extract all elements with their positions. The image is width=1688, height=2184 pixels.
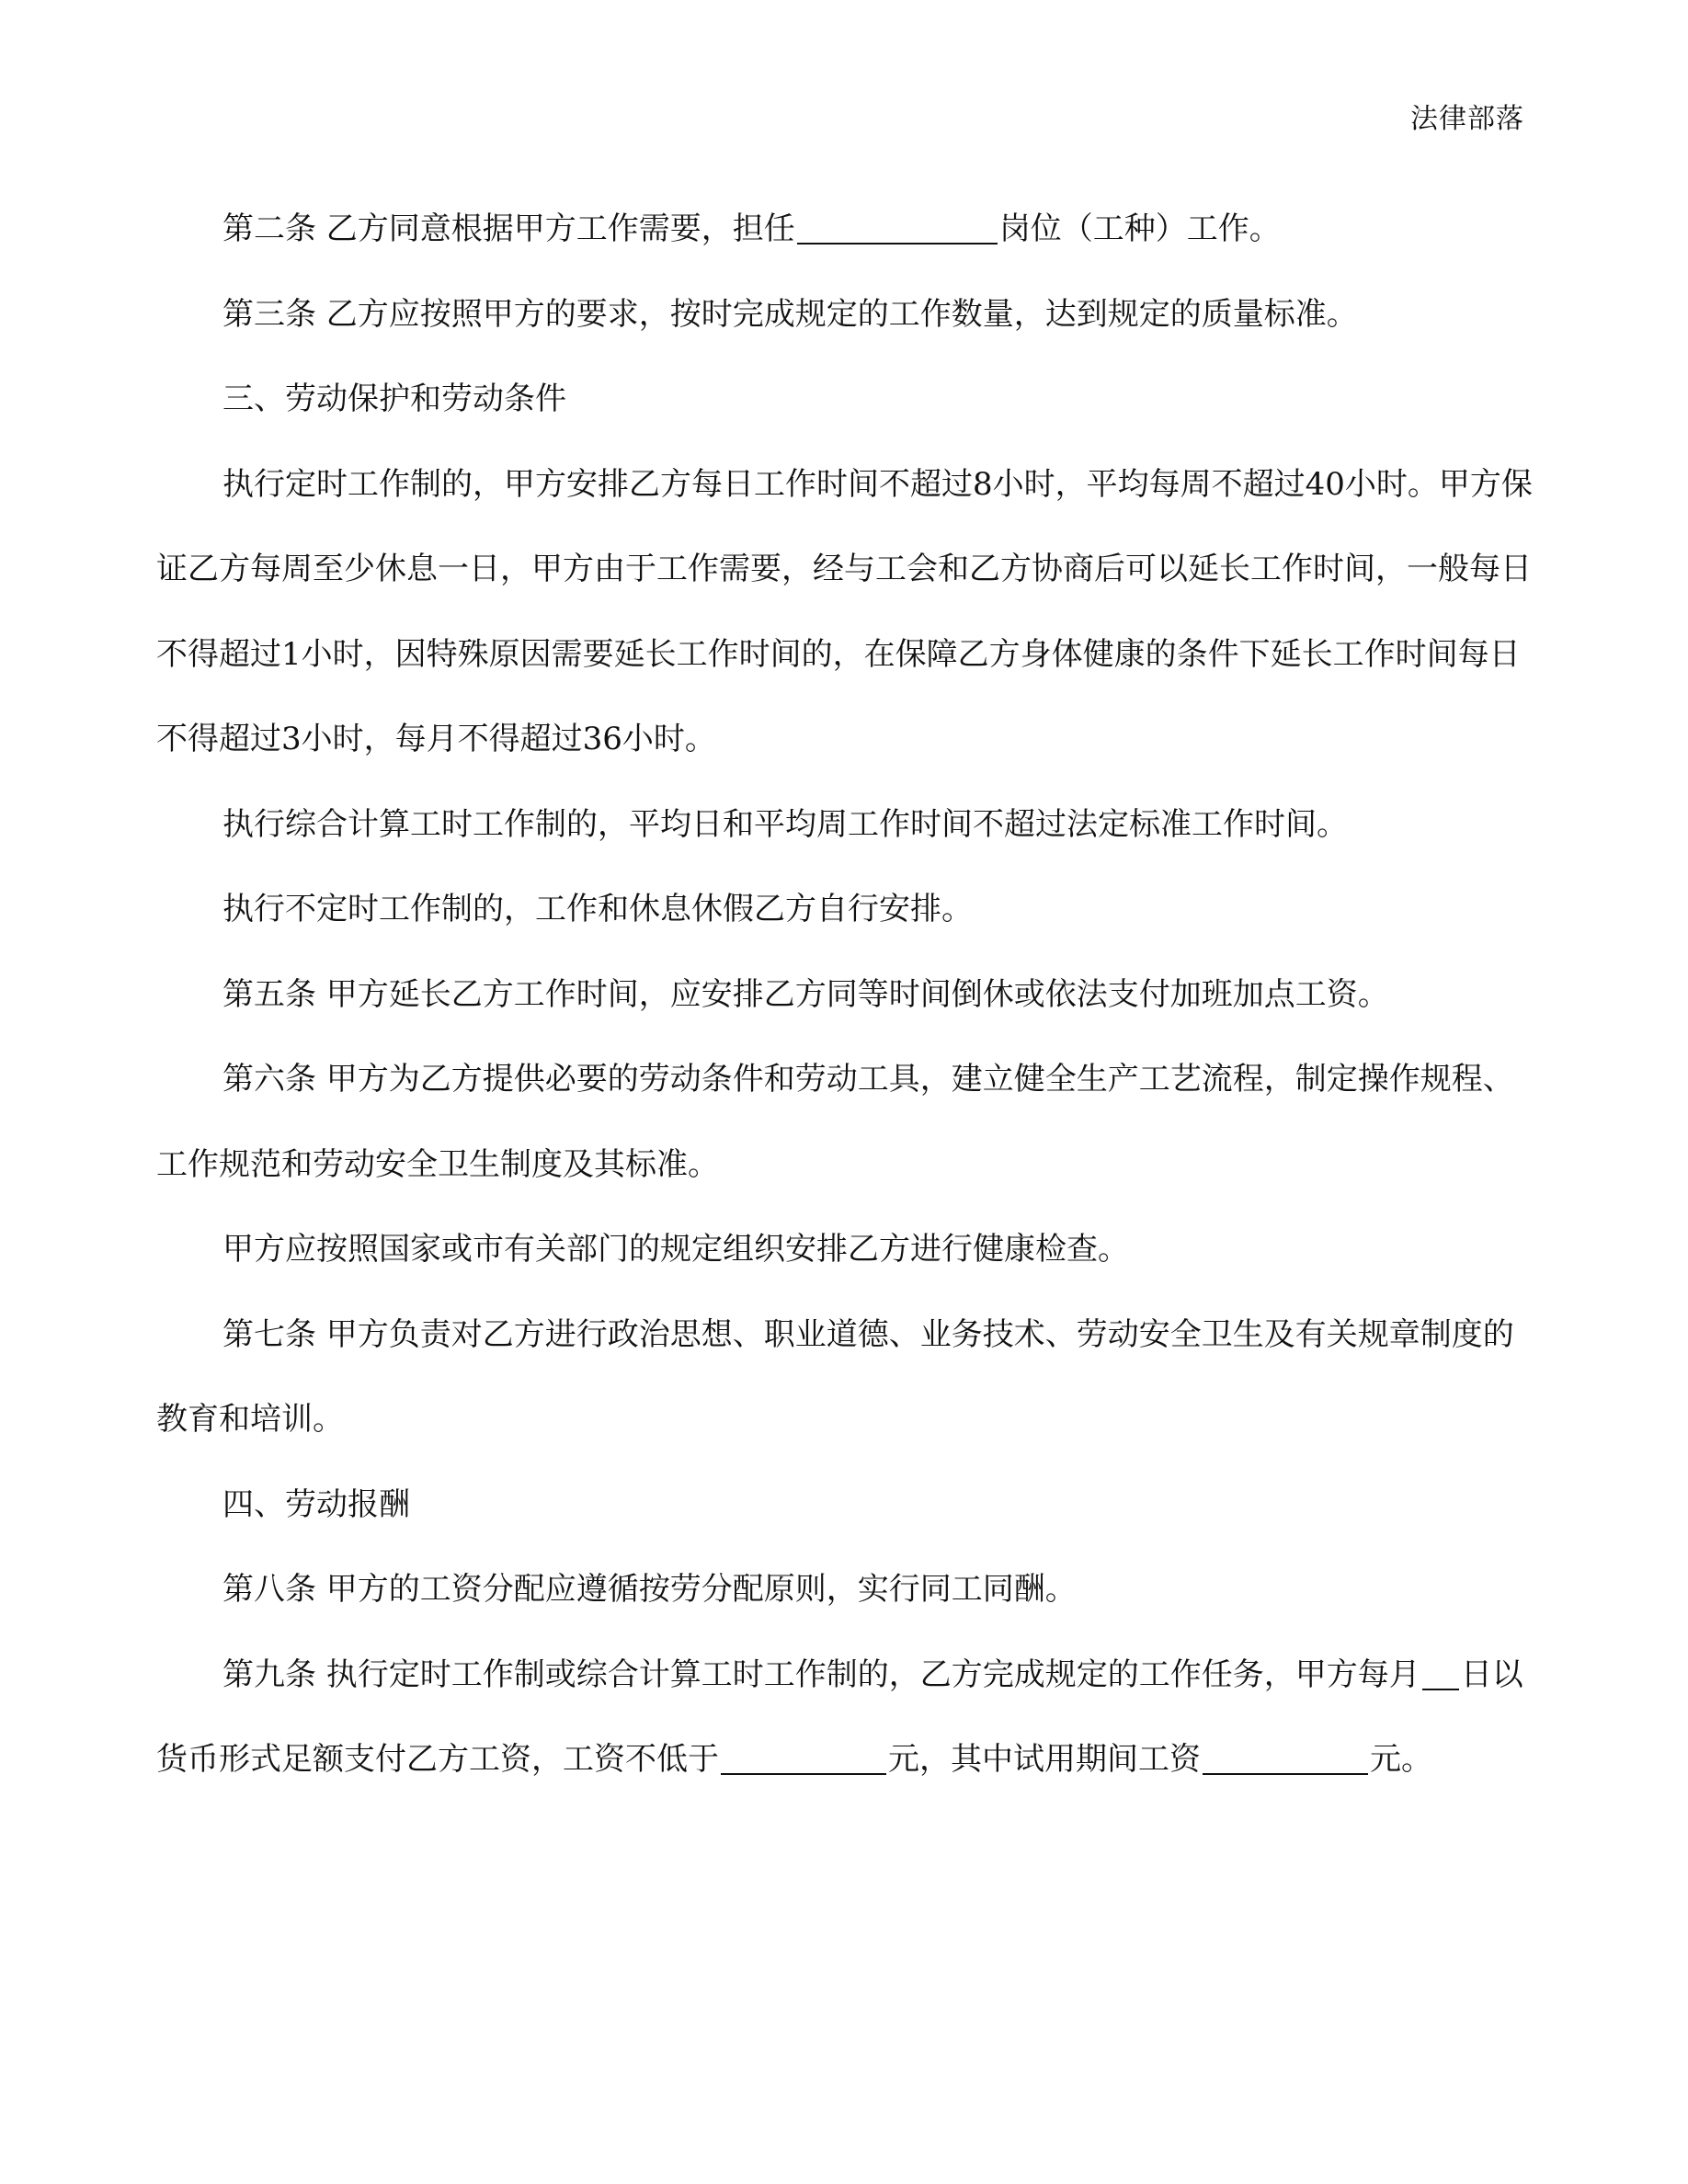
article-8: 第八条 甲方的工资分配应遵循按劳分配原则，实行同工同酬。 [222,1571,1077,1608]
article-5: 第五条 甲方延长乙方工作时间，应安排乙方同等时间倒休或依法支付加班加点工资。 [222,975,1389,1013]
article-6: 第六条 甲方为乙方提供必要的劳动条件和劳动工具，建立健全生产工艺流程，制定操作规程、工作规范和劳动安全卫生制度及其标准。 [156,1061,1514,1183]
article-9 [156,1632,1535,1803]
article-7: 第七条 甲方负责对乙方进行政治思想、职业道德、业务技术、劳动安全卫生及有关规章制度的教育和培训。 [156,1315,1514,1438]
min-wage-blank[interactable] [721,1742,886,1775]
article-9-text-3: 元，其中试用期间工资 [888,1741,1201,1778]
article-2-text-end: 岗位（工种）工作。 [998,210,1281,247]
section-heading-3: 三、劳动保护和劳动条件 [222,381,566,417]
health-check-paragraph: 甲方应按照国家或市有关部门的规定组织安排乙方进行健康检查。 [222,1231,1129,1268]
probation-wage-blank[interactable] [1203,1742,1368,1775]
article-9-text-end: 元。 [1370,1741,1432,1778]
comprehensive-hours-paragraph: 执行综合计算工时工作制的，平均日和平均周工作时间不超过法定标准工作时间。 [222,805,1348,843]
article-2 [156,187,1535,272]
flexible-hours-paragraph: 执行不定时工作制的，工作和休息休假乙方自行安排。 [222,891,973,927]
article-9-text: 第九条 执行定时工作制或综合计算工时工作制的，乙方完成规定的工作任务，甲方每月 [222,1655,1420,1693]
article-2-text: 第二条 乙方同意根据甲方工作需要，担任 [222,210,795,247]
fixed-hours-paragraph: 执行定时工作制的，甲方安排乙方每日工作时间不超过8小时，平均每周不超过40小时。甲方保证乙方每周至少休息一日，甲方由于工作需要，经与工会和乙方协商后可以延长工作时间，一般每日不得超过1小时，因特殊原因需要延长工作时间的，在保障乙方身体健康的条件下延长工作时间每日不得超过3小时，每月不得超过36小时。 [156,465,1533,757]
article-3: 第三条 乙方应按照甲方的要求，按时完成规定的工作数量，达到规定的质量标准。 [222,295,1358,333]
pay-day-blank[interactable] [1422,1657,1459,1690]
section-heading-4: 四、劳动报酬 [222,1485,410,1523]
contract-body [156,187,1535,1803]
header-label: 法律部落 [1410,103,1524,135]
article-9-text-2: 日以货币形式足额支付乙方工资，工资不低于 [156,1655,1523,1778]
position-blank[interactable] [797,211,998,245]
